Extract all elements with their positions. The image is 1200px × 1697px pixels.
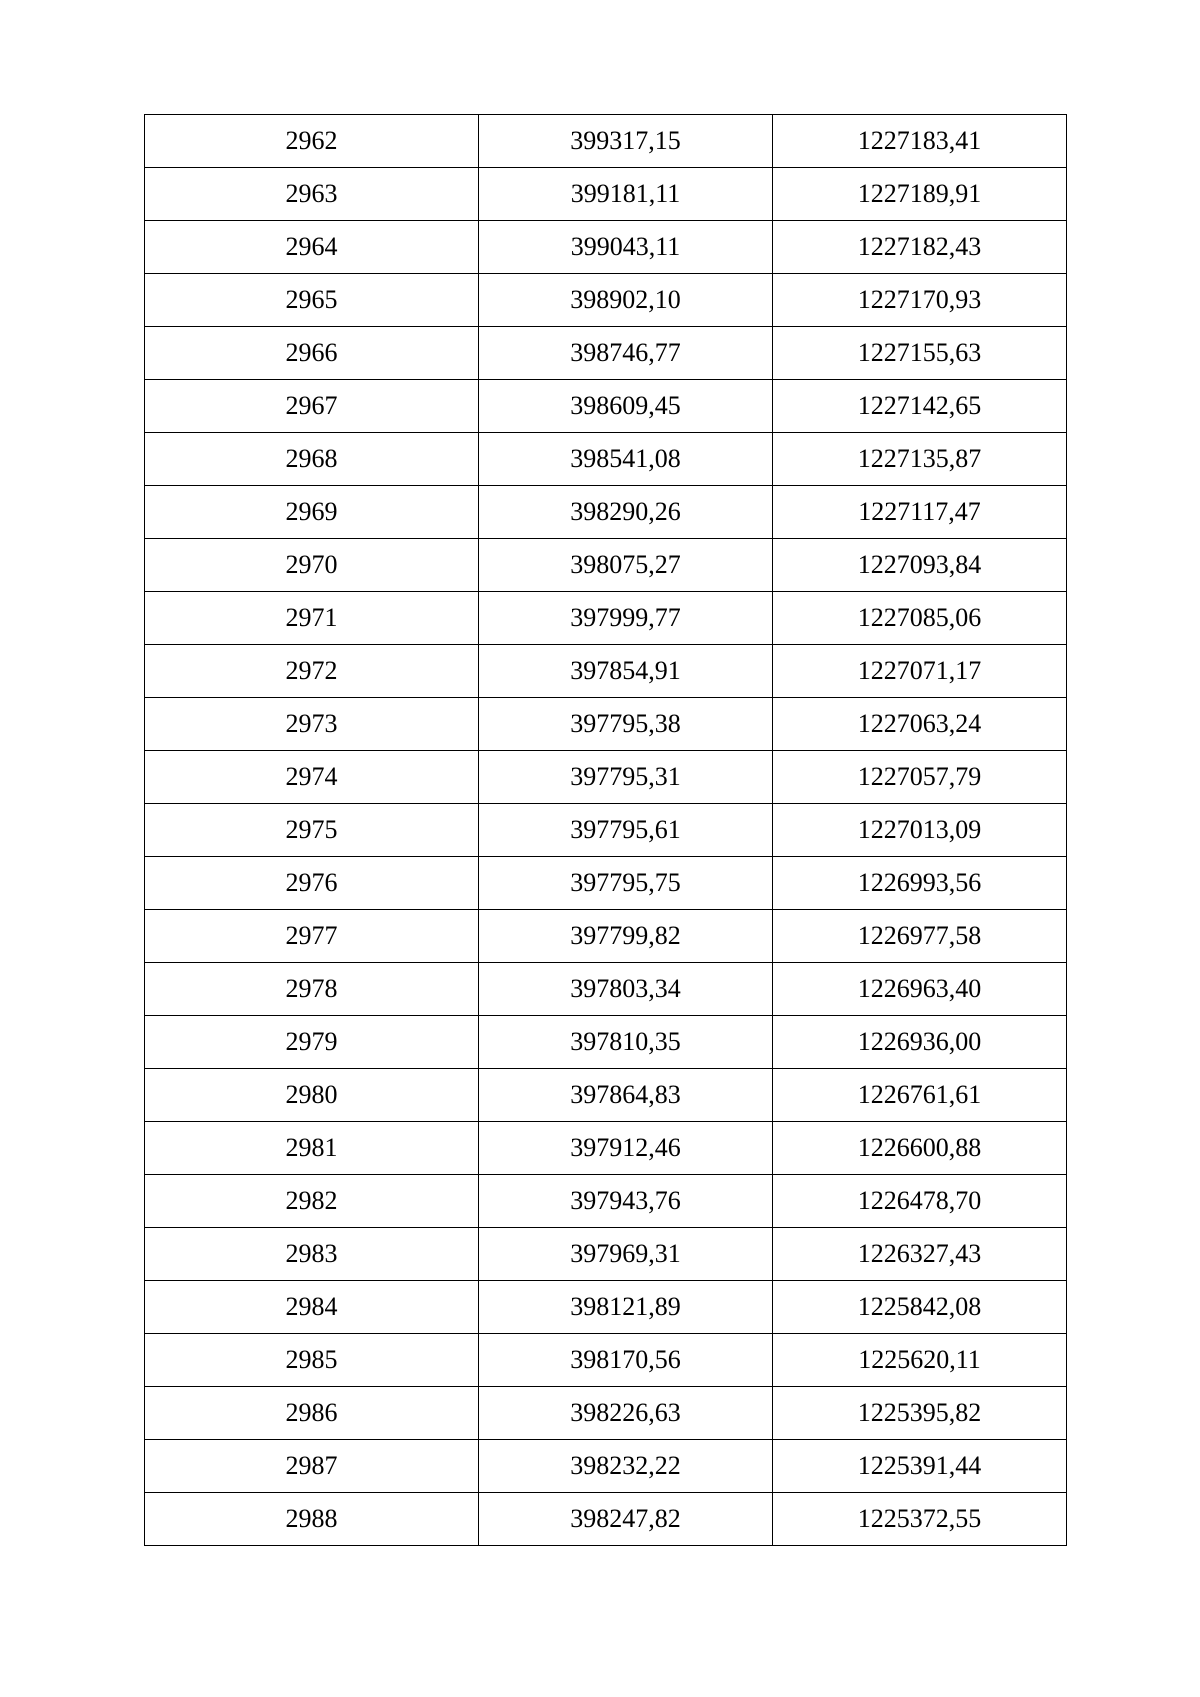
y-coordinate-cell: 1225391,44 (773, 1440, 1067, 1493)
point-number-cell: 2964 (145, 221, 479, 274)
y-coordinate-cell: 1227135,87 (773, 433, 1067, 486)
y-coordinate-cell: 1225395,82 (773, 1387, 1067, 1440)
table-row (145, 645, 1067, 698)
point-number-cell: 2983 (145, 1228, 479, 1281)
table-row (145, 804, 1067, 857)
x-coordinate-cell: 398232,22 (479, 1440, 773, 1493)
point-number-cell: 2974 (145, 751, 479, 804)
y-coordinate-cell: 1226936,00 (773, 1016, 1067, 1069)
x-coordinate-cell: 397864,83 (479, 1069, 773, 1122)
y-coordinate-cell: 1226761,61 (773, 1069, 1067, 1122)
y-coordinate-cell: 1227057,79 (773, 751, 1067, 804)
x-coordinate-cell: 398541,08 (479, 433, 773, 486)
table-row (145, 698, 1067, 751)
y-coordinate-cell: 1227063,24 (773, 698, 1067, 751)
point-number-cell: 2976 (145, 857, 479, 910)
point-number-cell: 2988 (145, 1493, 479, 1546)
x-coordinate-cell: 398121,89 (479, 1281, 773, 1334)
table-row (145, 486, 1067, 539)
y-coordinate-cell: 1226478,70 (773, 1175, 1067, 1228)
table-row (145, 1016, 1067, 1069)
point-number-cell: 2985 (145, 1334, 479, 1387)
point-number-cell: 2987 (145, 1440, 479, 1493)
point-number-cell: 2984 (145, 1281, 479, 1334)
x-coordinate-cell: 397943,76 (479, 1175, 773, 1228)
y-coordinate-cell: 1227093,84 (773, 539, 1067, 592)
x-coordinate-cell: 397803,34 (479, 963, 773, 1016)
x-coordinate-cell: 397999,77 (479, 592, 773, 645)
table-row (145, 168, 1067, 221)
x-coordinate-cell: 397795,31 (479, 751, 773, 804)
x-coordinate-cell: 398075,27 (479, 539, 773, 592)
table-row (145, 1122, 1067, 1175)
x-coordinate-cell: 397795,38 (479, 698, 773, 751)
table-row (145, 1334, 1067, 1387)
y-coordinate-cell: 1227071,17 (773, 645, 1067, 698)
y-coordinate-cell: 1227142,65 (773, 380, 1067, 433)
point-number-cell: 2973 (145, 698, 479, 751)
table-row (145, 963, 1067, 1016)
table-row (145, 274, 1067, 327)
coordinates-table (144, 114, 1067, 1546)
table-row (145, 327, 1067, 380)
point-number-cell: 2968 (145, 433, 479, 486)
y-coordinate-cell: 1227117,47 (773, 486, 1067, 539)
y-coordinate-cell: 1227155,63 (773, 327, 1067, 380)
y-coordinate-cell: 1227170,93 (773, 274, 1067, 327)
x-coordinate-cell: 399181,11 (479, 168, 773, 221)
table-row (145, 115, 1067, 168)
x-coordinate-cell: 398609,45 (479, 380, 773, 433)
point-number-cell: 2972 (145, 645, 479, 698)
y-coordinate-cell: 1226963,40 (773, 963, 1067, 1016)
table-row (145, 539, 1067, 592)
x-coordinate-cell: 397969,31 (479, 1228, 773, 1281)
point-number-cell: 2981 (145, 1122, 479, 1175)
x-coordinate-cell: 399043,11 (479, 221, 773, 274)
table-row (145, 1387, 1067, 1440)
table-row (145, 1440, 1067, 1493)
y-coordinate-cell: 1225372,55 (773, 1493, 1067, 1546)
y-coordinate-cell: 1226327,43 (773, 1228, 1067, 1281)
point-number-cell: 2966 (145, 327, 479, 380)
table-row (145, 1493, 1067, 1546)
table-row (145, 1069, 1067, 1122)
document-page (144, 114, 1066, 1546)
point-number-cell: 2986 (145, 1387, 479, 1440)
y-coordinate-cell: 1227013,09 (773, 804, 1067, 857)
table-row (145, 910, 1067, 963)
y-coordinate-cell: 1227183,41 (773, 115, 1067, 168)
table-row (145, 1175, 1067, 1228)
table-row (145, 857, 1067, 910)
table-row (145, 1228, 1067, 1281)
x-coordinate-cell: 398746,77 (479, 327, 773, 380)
x-coordinate-cell: 398170,56 (479, 1334, 773, 1387)
point-number-cell: 2969 (145, 486, 479, 539)
y-coordinate-cell: 1226993,56 (773, 857, 1067, 910)
point-number-cell: 2971 (145, 592, 479, 645)
y-coordinate-cell: 1227085,06 (773, 592, 1067, 645)
x-coordinate-cell: 399317,15 (479, 115, 773, 168)
y-coordinate-cell: 1227189,91 (773, 168, 1067, 221)
x-coordinate-cell: 397810,35 (479, 1016, 773, 1069)
point-number-cell: 2963 (145, 168, 479, 221)
table-row (145, 592, 1067, 645)
table-row (145, 433, 1067, 486)
x-coordinate-cell: 397795,75 (479, 857, 773, 910)
point-number-cell: 2975 (145, 804, 479, 857)
y-coordinate-cell: 1226600,88 (773, 1122, 1067, 1175)
point-number-cell: 2967 (145, 380, 479, 433)
table-row (145, 751, 1067, 804)
point-number-cell: 2978 (145, 963, 479, 1016)
point-number-cell: 2970 (145, 539, 479, 592)
x-coordinate-cell: 397795,61 (479, 804, 773, 857)
x-coordinate-cell: 397854,91 (479, 645, 773, 698)
coordinates-table-body (145, 115, 1067, 1546)
table-row (145, 221, 1067, 274)
table-row (145, 380, 1067, 433)
y-coordinate-cell: 1226977,58 (773, 910, 1067, 963)
x-coordinate-cell: 397912,46 (479, 1122, 773, 1175)
table-row (145, 1281, 1067, 1334)
point-number-cell: 2962 (145, 115, 479, 168)
point-number-cell: 2977 (145, 910, 479, 963)
x-coordinate-cell: 398290,26 (479, 486, 773, 539)
point-number-cell: 2965 (145, 274, 479, 327)
y-coordinate-cell: 1227182,43 (773, 221, 1067, 274)
point-number-cell: 2982 (145, 1175, 479, 1228)
x-coordinate-cell: 398247,82 (479, 1493, 773, 1546)
y-coordinate-cell: 1225842,08 (773, 1281, 1067, 1334)
x-coordinate-cell: 398902,10 (479, 274, 773, 327)
x-coordinate-cell: 398226,63 (479, 1387, 773, 1440)
y-coordinate-cell: 1225620,11 (773, 1334, 1067, 1387)
point-number-cell: 2979 (145, 1016, 479, 1069)
point-number-cell: 2980 (145, 1069, 479, 1122)
x-coordinate-cell: 397799,82 (479, 910, 773, 963)
